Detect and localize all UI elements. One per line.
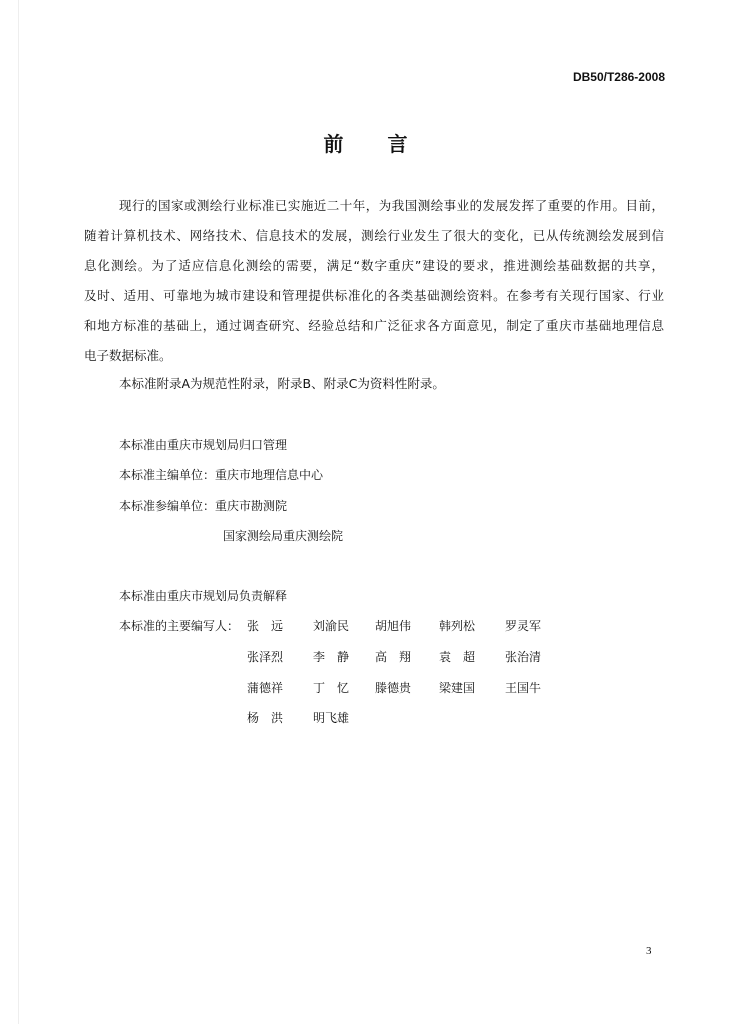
author-name: 明飞雄 <box>313 711 350 725</box>
author-name: 张泽烈 <box>247 650 284 664</box>
interpretation: 本标准由重庆市规划局负责解释 <box>119 589 288 603</box>
title-char-2: 言 <box>387 132 408 156</box>
intro-paragraph <box>84 191 664 371</box>
appendix-note: 本标准附录A为规范性附录，附录B、附录C为资料性附录。 <box>119 376 445 391</box>
author-name: 李 静 <box>313 650 350 664</box>
intro-line: 电子数据标准。 <box>84 348 172 363</box>
chief-editor: 本标准主编单位：重庆市地理信息中心 <box>119 468 324 482</box>
intro-line: 现行的国家或测绘行业标准已实施近二十年，为我国测绘事业的发展发挥了重要的作用。目前， <box>119 198 664 213</box>
author-name: 王国牛 <box>505 681 542 695</box>
author-name: 杨 洪 <box>247 711 284 725</box>
standard-code: DB50/T286-2008 <box>572 70 665 84</box>
managed-by: 本标准由重庆市规划局归口管理 <box>119 438 288 452</box>
author-name: 罗灵军 <box>505 619 542 633</box>
intro-line: 随着计算机技术、网络技术、信息技术的发展，测绘行业发生了很大的变化，已从传统测绘发展到信 <box>84 228 664 243</box>
author-name: 刘渝民 <box>313 619 350 633</box>
author-name: 梁建国 <box>439 681 476 695</box>
author-name: 韩列松 <box>439 619 476 633</box>
author-name: 张治清 <box>505 650 542 664</box>
intro-line: 息化测绘。为了适应信息化测绘的需要，满足“数字重庆”建设的要求，推进测绘基础数据的共享， <box>84 258 664 273</box>
participants: 本标准参编单位：重庆市勘测院 <box>119 499 288 513</box>
page-number: 3 <box>646 945 652 957</box>
author-name: 滕德贵 <box>375 681 412 695</box>
author-name: 蒲德祥 <box>247 681 284 695</box>
author-name: 张 远 <box>247 619 284 633</box>
intro-line: 及时、适用、可靠地为城市建设和管理提供标准化的各类基础测绘资料。在参考有关现行国家、行业 <box>84 288 664 303</box>
page-title <box>0 128 731 157</box>
author-name: 袁 超 <box>439 650 476 664</box>
author-name: 胡旭伟 <box>375 619 412 633</box>
authors-label: 本标准的主要编写人： <box>119 619 240 633</box>
author-name: 高 翔 <box>375 650 412 664</box>
title-char-1: 前 <box>323 132 344 156</box>
intro-line: 和地方标准的基础上，通过调查研究、经验总结和广泛征求各方面意见，制定了重庆市基础地理信息 <box>84 318 664 333</box>
participant-2: 国家测绘局重庆测绘院 <box>223 529 344 543</box>
author-name: 丁 忆 <box>313 681 350 695</box>
